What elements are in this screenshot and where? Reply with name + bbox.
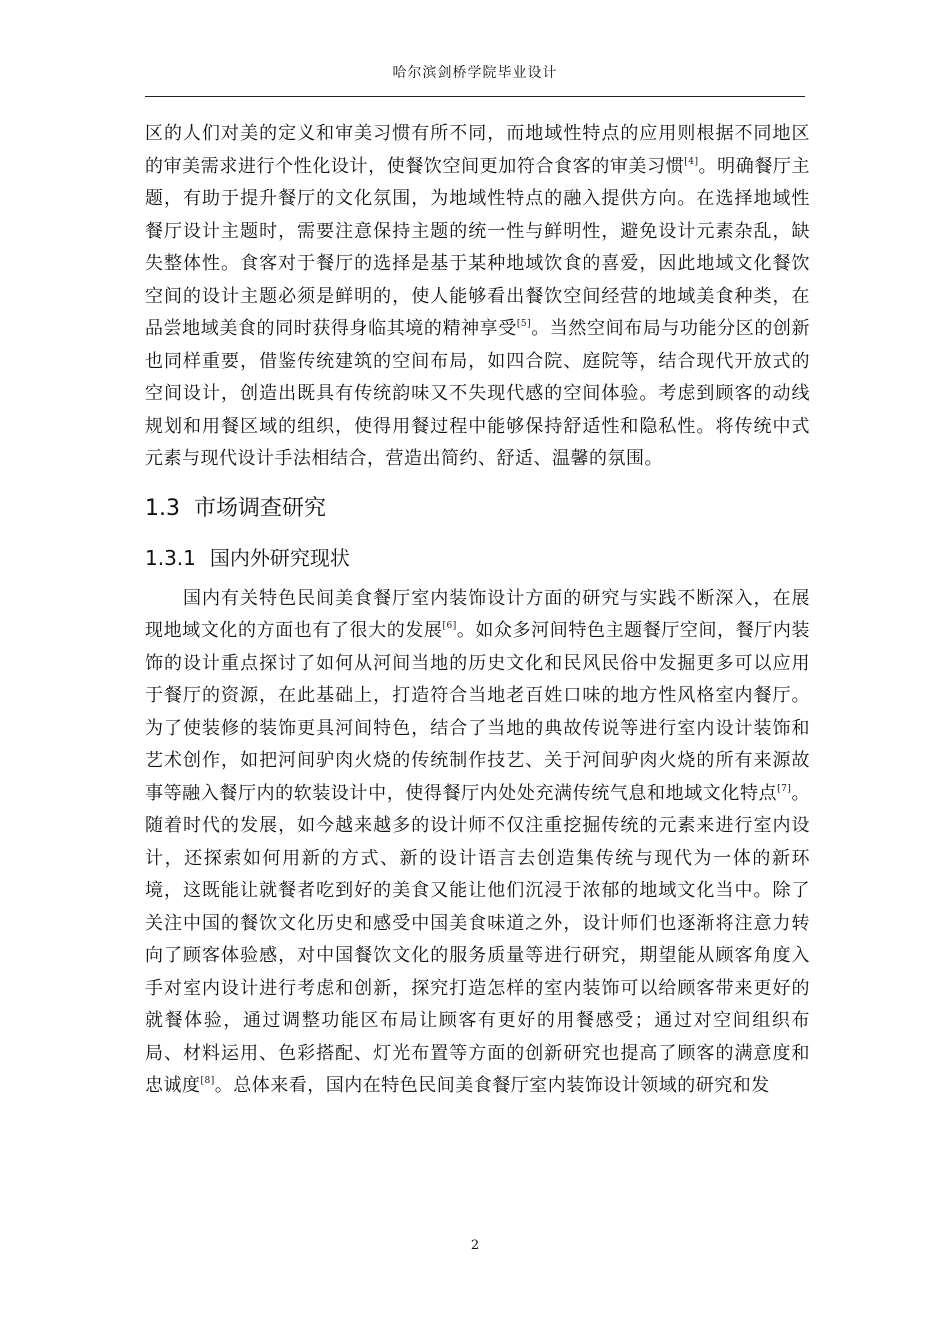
paragraph-text: 。随着时代的发展，如今越来越多的设计师不仅注重挖掘传统的元素来进行室内设计，还探索如何用新的方式、新的设计语言去创造集传统与现代为一体的新环境，这既能让就餐者吃到好的美食又能让他们沉浸于浓郁的地域文化当中。除了关注中国的餐饮文化历史和感受中国美食味道之外，设计师们也逐渐将注意力转向了顾客体验感，对中国餐饮文化的服务质量等进行研究，期望能从顾客角度入手对室内设计进行考虑和创新，探究打造怎样的室内装饰可以给顾客带来更好的就餐体验，通过调整功能区布局让顾客有更好的用餐感受；通过对空间组织布局、材料运用、色彩搭配、灯光布置等方面的创新研究也提高了顾客的满意度和忠诚度 bbox=[145, 782, 810, 1096]
subsection-heading bbox=[145, 536, 810, 580]
paragraph-text: 。明确餐厅主题，有助于提升餐厅的文化氛围，为地域性特点的融入提供方向。在选择地域性餐厅设计主题时，需要注意保持主题的统一性与鲜明性，避免设计元素杂乱，缺失整体性。食客对于餐厅的选择是基于某种地域饮食的喜爱，因此地域文化餐饮空间的设计主题必须是鲜明的，使人能够看出餐饮空间经营的地域美食种类，在品尝地域美食的同时获得身临其境的精神享受 bbox=[145, 155, 811, 339]
paragraph-text: 国内有关特色民间美食餐厅室内装饰设计方面的研究与实践不断深入，在展现地域文化的方面也有了很大的发展 bbox=[145, 587, 810, 641]
page-header: 哈尔滨剑桥学院毕业设计 bbox=[392, 65, 558, 81]
paragraph-text: 。当然空间布局与功能分区的创新也同样重要，借鉴传统建筑的空间布局，如四合院、庭院等，结合现代开放式的空间设计，创造出既具有传统韵味又不失现代感的空间体验。考虑到顾客的动线规划和用餐区域的组织，使得用餐过程中能够保持舒适性和隐私性。将传统中式元素与现代设计手法相结合，营造出简约、舒适、温馨的氛围。 bbox=[145, 318, 811, 469]
citation-ref[interactable]: [8] bbox=[200, 1076, 215, 1086]
paragraph-continuation bbox=[145, 118, 810, 476]
section-title: 市场调查研究 bbox=[194, 495, 327, 521]
paragraph-research-status bbox=[145, 583, 810, 1103]
subsection-number: 1.3.1 bbox=[145, 545, 196, 570]
section-heading bbox=[145, 484, 810, 534]
document-body bbox=[145, 118, 810, 1103]
paragraph-text: 。如众多河间特色主题餐厅空间，餐厅内装饰的设计重点探讨了如何从河间当地的历史文化和民风民俗中发掘更多可以应用于餐厅的资源，在此基础上，打造符合当地老百姓口味的地方性风格室内餐厅。为了使装修的装饰更具河间特色，结合了当地的典故传说等进行室内设计装饰和艺术创作，如把河间驴肉火烧的传统制作技艺、关于河间驴肉火烧的所有来源故事等融入餐厅内的软装设计中，使得餐厅内处处充满传统气息和地域文化特点 bbox=[145, 620, 810, 804]
section-number: 1.3 bbox=[145, 495, 180, 521]
page-number: 2 bbox=[470, 1238, 480, 1253]
paragraph-text: 区的人们对美的定义和审美习惯有所不同，而地域性特点的应用则根据不同地区的审美需求进行个性化设计，使餐饮空间更加符合食客的审美习惯 bbox=[145, 123, 810, 177]
citation-ref[interactable]: [4] bbox=[684, 156, 699, 167]
citation-ref[interactable]: [5] bbox=[516, 319, 532, 329]
subsection-title: 国内外研究现状 bbox=[209, 545, 350, 570]
paragraph-text: 。总体来看，国内在特色民间美食餐厅室内装饰设计领域的研究和发 bbox=[214, 1075, 770, 1096]
header-rule bbox=[145, 96, 805, 97]
citation-ref[interactable]: [7] bbox=[777, 783, 792, 794]
citation-ref[interactable]: [6] bbox=[442, 621, 457, 631]
